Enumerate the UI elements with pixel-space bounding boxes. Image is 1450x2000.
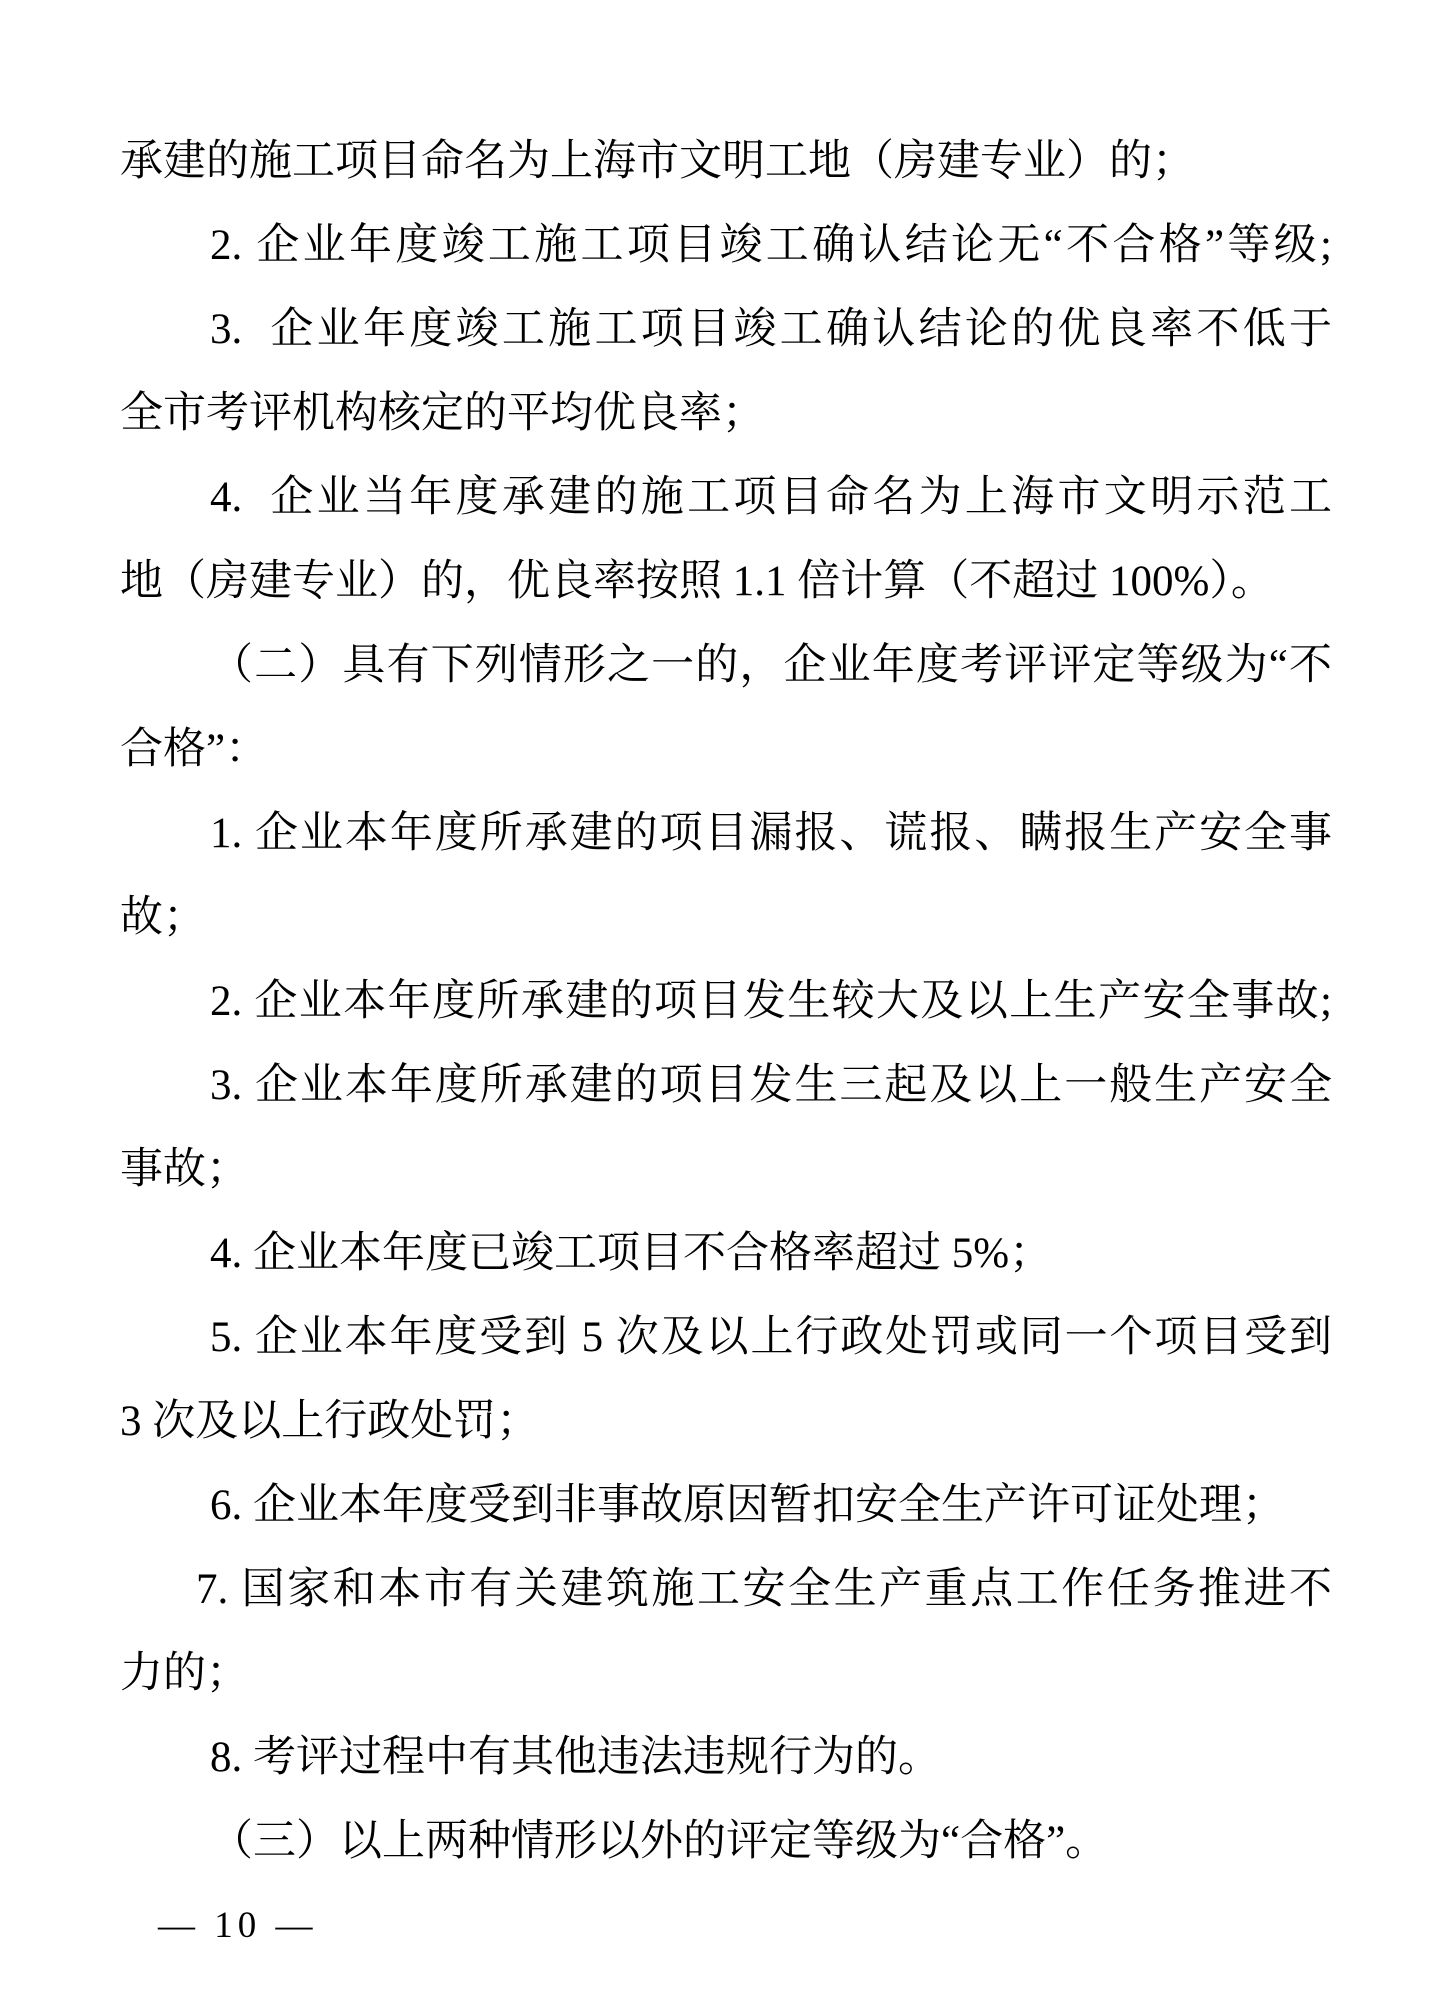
page-number: — 10 — [158, 1905, 318, 1946]
text-line: 3 次及以上行政处罚； [120, 1398, 540, 1445]
text-line: 5. 企业本年度受到 5 次及以上行政处罚或同一个项目受到 [210, 1314, 1332, 1361]
text-line: 事故； [120, 1146, 249, 1193]
text-line: （三）以上两种情形以外的评定等级为“合格”。 [210, 1818, 1109, 1865]
text-line: 全市考评机构核定的平均优良率； [120, 390, 765, 437]
text-line: （二）具有下列情形之一的，企业年度考评评定等级为“不 [210, 642, 1332, 689]
text-line: 合格”： [120, 726, 269, 773]
text-line: 4. 企业本年度已竣工项目不合格率超过 5%； [210, 1230, 1053, 1277]
text-line: 故； [120, 894, 206, 941]
text-line: 1. 企业本年度所承建的项目漏报、谎报、瞒报生产安全事 [210, 810, 1332, 857]
text-line: 8. 考评过程中有其他违法违规行为的。 [210, 1734, 941, 1781]
text-line: 承建的施工项目命名为上海市文明工地（房建专业）的； [120, 138, 1195, 185]
text-line: 2. 企业年度竣工施工项目竣工确认结论无“不合格”等级; [210, 222, 1332, 269]
text-line: 地（房建专业）的，优良率按照 1.1 倍计算（不超过 100%）。 [120, 558, 1274, 605]
text-line: 2. 企业本年度所承建的项目发生较大及以上生产安全事故; [210, 978, 1332, 1025]
text-line: 3. 企业年度竣工施工项目竣工确认结论的优良率不低于 [210, 306, 1332, 353]
text-line: 7. 国家和本市有关建筑施工安全生产重点工作任务推进不 [196, 1566, 1332, 1613]
text-line: 力的； [120, 1650, 249, 1697]
text-line: 3. 企业本年度所承建的项目发生三起及以上一般生产安全 [210, 1062, 1332, 1109]
text-line: 6. 企业本年度受到非事故原因暂扣安全生产许可证处理； [210, 1482, 1285, 1529]
document-body [120, 120, 1332, 1884]
text-line: 4. 企业当年度承建的施工项目命名为上海市文明示范工 [210, 474, 1332, 521]
